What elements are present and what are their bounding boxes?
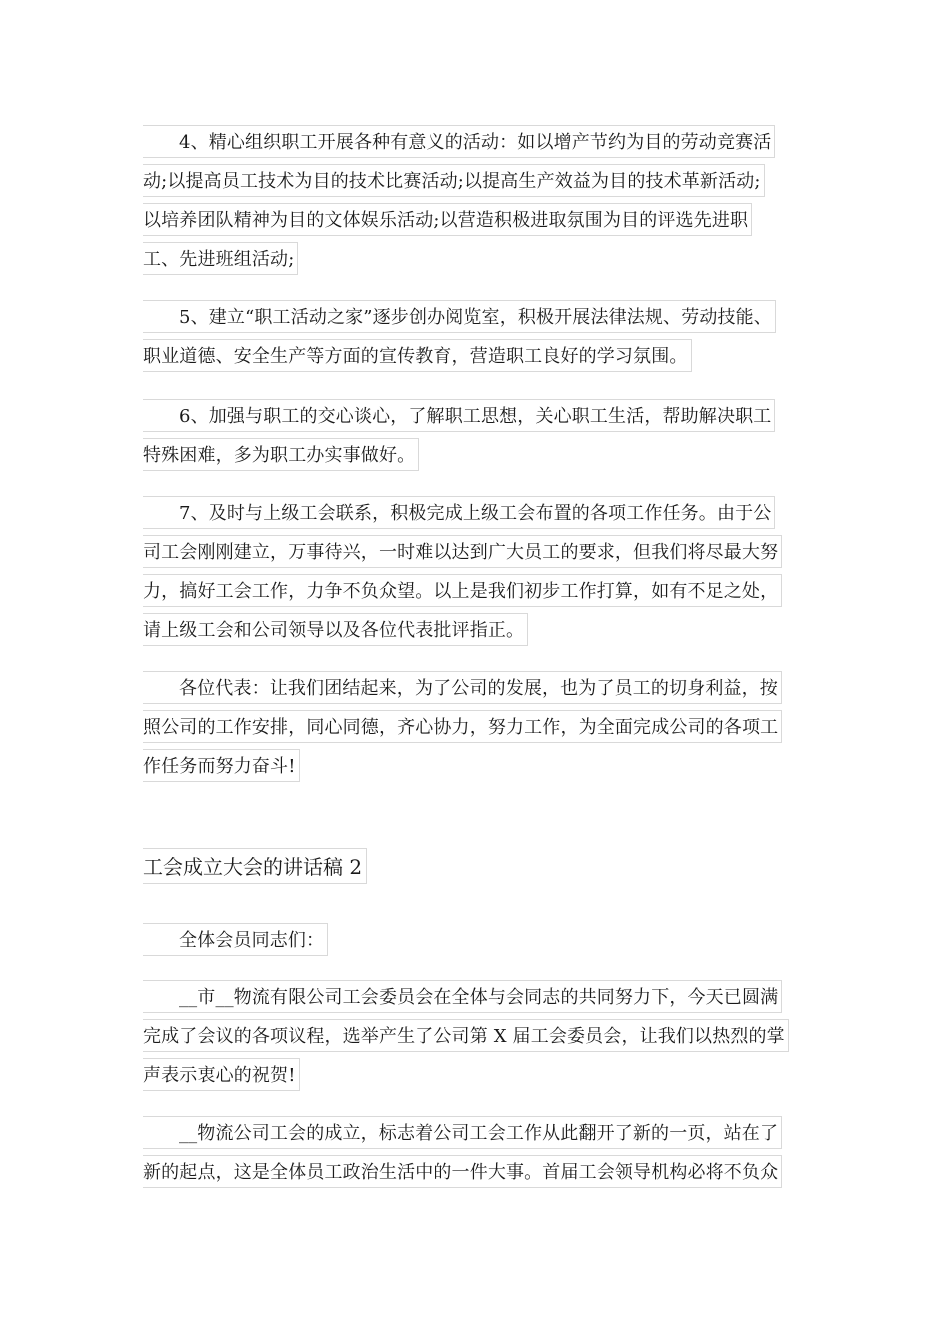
text-line: 6、加强与职工的交心谈心，了解职工思想，关心职工生活，帮助解决职工	[143, 399, 775, 432]
text-line: 力，搞好工会工作，力争不负众望。以上是我们初步工作打算，如有不足之处，	[143, 574, 782, 607]
text-line: 工、先进班组活动;	[143, 242, 298, 275]
section-title: 工会成立大会的讲话稿 2	[143, 848, 367, 884]
text-line: __物流公司工会的成立，标志着公司工会工作从此翻开了新的一页，站在了	[143, 1116, 782, 1149]
text-line: 以培养团队精神为目的文体娱乐活动;以营造积极进取氛围为目的评选先进职	[143, 203, 752, 236]
paragraph-item-4	[143, 122, 775, 278]
text-line: 7、及时与上级工会联系，积极完成上级工会布置的各项工作任务。由于公	[143, 496, 775, 529]
text-line: 请上级工会和公司领导以及各位代表批评指正。	[143, 613, 528, 646]
text-line: 声表示衷心的祝贺!	[143, 1058, 300, 1091]
paragraph-salutation	[143, 920, 328, 959]
text-line: 各位代表：让我们团结起来，为了公司的发展，也为了员工的切身利益，按	[143, 671, 782, 704]
text-line: 动;以提高员工技术为目的技术比赛活动;以提高生产效益为目的技术革新活动;	[143, 164, 765, 197]
text-line: 新的起点，这是全体员工政治生活中的一件大事。首届工会领导机构必将不负众	[143, 1155, 782, 1188]
section-heading	[143, 848, 367, 884]
text-line: 完成了会议的各项议程，选举产生了公司第 X 届工会委员会，让我们以热烈的掌	[143, 1019, 789, 1052]
text-line: __市__物流有限公司工会委员会在全体与会同志的共同努力下，今天已圆满	[143, 980, 782, 1013]
text-line: 照公司的工作安排，同心同德，齐心协力，努力工作，为全面完成公司的各项工	[143, 710, 782, 743]
paragraph-item-5	[143, 297, 776, 375]
text-line: 5、建立“职工活动之家”逐步创办阅览室，积极开展法律法规、劳动技能、	[143, 300, 776, 333]
paragraph-closing	[143, 668, 782, 785]
text-line: 职业道德、安全生产等方面的宣传教育，营造职工良好的学习氛围。	[143, 339, 692, 372]
paragraph-item-6	[143, 396, 775, 474]
text-line: 司工会刚刚建立，万事待兴，一时难以达到广大员工的要求，但我们将尽最大努	[143, 535, 782, 568]
text-line: 特殊困难，多为职工办实事做好。	[143, 438, 419, 471]
paragraph-significance	[143, 1113, 782, 1191]
text-line: 全体会员同志们：	[143, 923, 328, 956]
text-line: 作任务而努力奋斗!	[143, 749, 300, 782]
text-line: 4、精心组织职工开展各种有意义的活动：如以增产节约为目的劳动竞赛活	[143, 125, 775, 158]
paragraph-congratulation	[143, 977, 789, 1094]
paragraph-item-7	[143, 493, 782, 649]
